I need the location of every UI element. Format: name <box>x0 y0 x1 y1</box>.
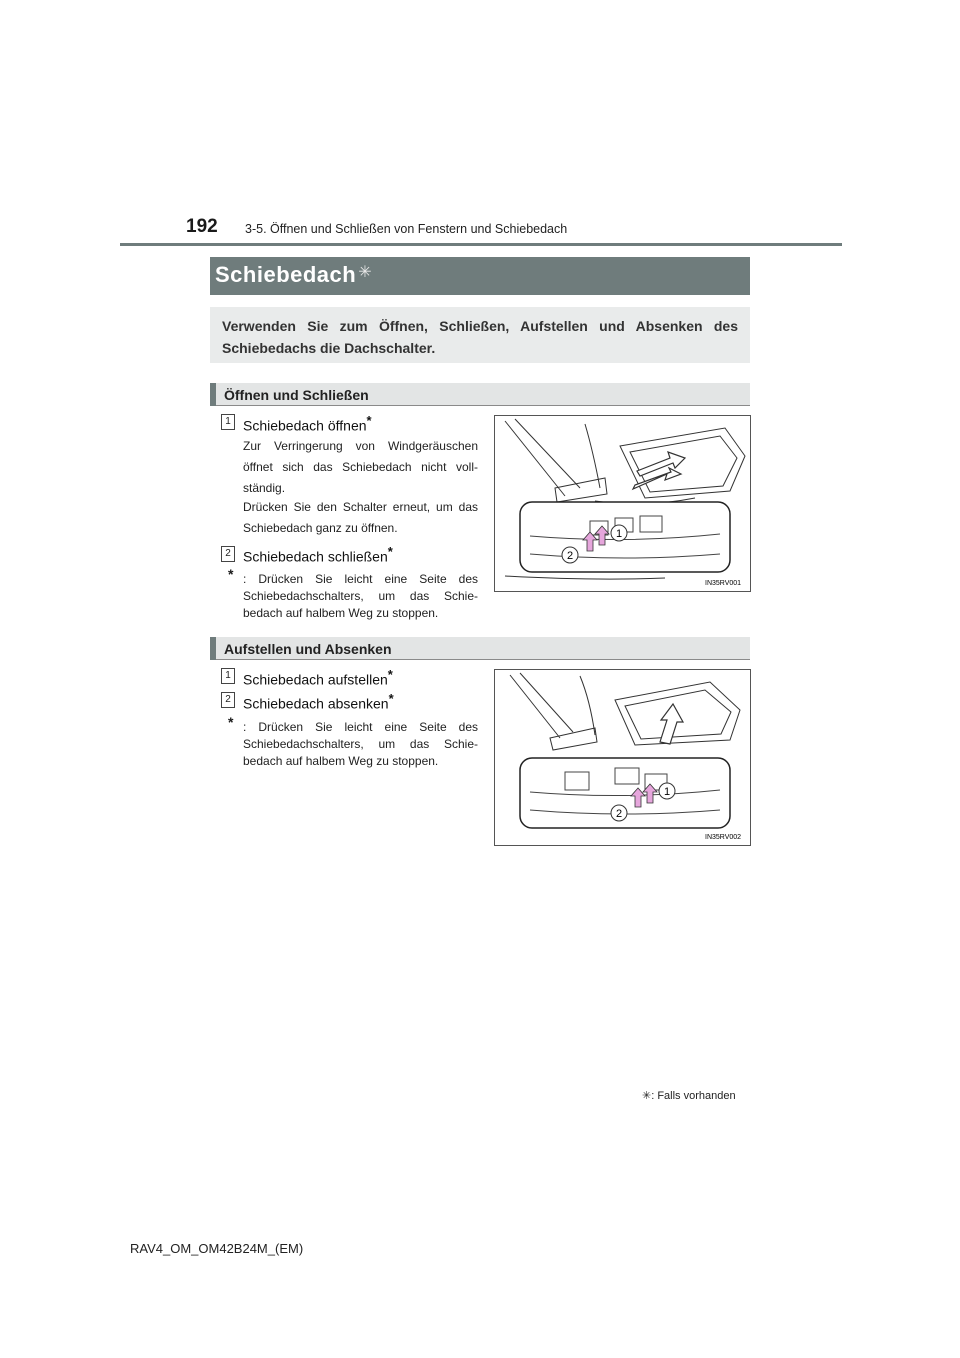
footnote-text: : Falls vorhanden <box>651 1090 736 1102</box>
section-accent <box>210 637 216 660</box>
header-rule <box>120 243 842 246</box>
figure-code: IN35RV002 <box>705 834 742 841</box>
item-tilt-down <box>243 691 394 712</box>
section-title-open-close: Öffnen und Schließen <box>224 387 369 403</box>
paragraph-wind-noise: Zur Verringerung von Windgeräuschen öffnet sich das Schiebedach nicht voll-ständig. <box>243 439 478 495</box>
item-open-sunroof <box>243 413 372 434</box>
footnote <box>642 1089 736 1102</box>
note-star: * <box>228 566 234 582</box>
callout-1: 1 <box>663 786 671 798</box>
item-label: Schiebedach öffnen <box>243 417 367 434</box>
item-star: * <box>366 413 372 428</box>
item-number: 2 <box>221 546 235 562</box>
sunroof-switch-illustration <box>495 416 750 591</box>
item-tilt-up <box>243 667 393 688</box>
sunroof-tilt-illustration <box>495 670 750 845</box>
item-star: * <box>387 667 393 682</box>
callout-2: 2 <box>615 808 623 820</box>
running-head: 3-5. Öffnen und Schließen von Fenstern und Schiebedach <box>245 222 568 236</box>
item-label: Schiebedach absenken <box>243 695 389 712</box>
item-star: * <box>388 691 394 706</box>
item-number: 2 <box>221 692 235 708</box>
section-title-tilt: Aufstellen und Absenken <box>224 641 392 657</box>
callout-1: 1 <box>615 528 623 540</box>
item-number: 1 <box>221 668 235 684</box>
section-accent <box>210 383 216 406</box>
intro-text: Verwenden Sie zum Öffnen, Schließen, Aufstellen und Absenken des Schiebedachs die Dachschalter. <box>222 318 738 356</box>
item-number: 1 <box>221 414 235 430</box>
note-text: : Drücken Sie leicht eine Seite des Schiebedachschalters, um das Schie-bedach auf halbem Weg zu stoppen. <box>243 720 478 768</box>
item-label: Schiebedach aufstellen <box>243 671 388 688</box>
item-star: * <box>387 544 393 559</box>
item-close-sunroof <box>243 544 393 565</box>
figure-open-close <box>494 415 751 592</box>
figure-tilt <box>494 669 751 846</box>
optional-star-icon: ✳ <box>358 264 373 281</box>
footer-code: RAV4_OM_OM42B24M_(EM) <box>130 1241 304 1256</box>
page-title <box>215 262 372 288</box>
item-label: Schiebedach schließen <box>243 548 388 565</box>
figure-code: IN35RV001 <box>705 580 742 587</box>
page-number: 192 <box>186 216 218 237</box>
paragraph-press-again: Drücken Sie den Schalter erneut, um das Schiebedach ganz zu öffnen. <box>243 500 478 535</box>
note-text: : Drücken Sie leicht eine Seite des Schiebedachschalters, um das Schie-bedach auf halbem Weg zu stoppen. <box>243 572 478 620</box>
callout-2: 2 <box>566 550 574 562</box>
note-star: * <box>228 714 234 730</box>
page-title-text: Schiebedach <box>215 262 357 287</box>
footnote-star: ✳ <box>642 1090 652 1102</box>
